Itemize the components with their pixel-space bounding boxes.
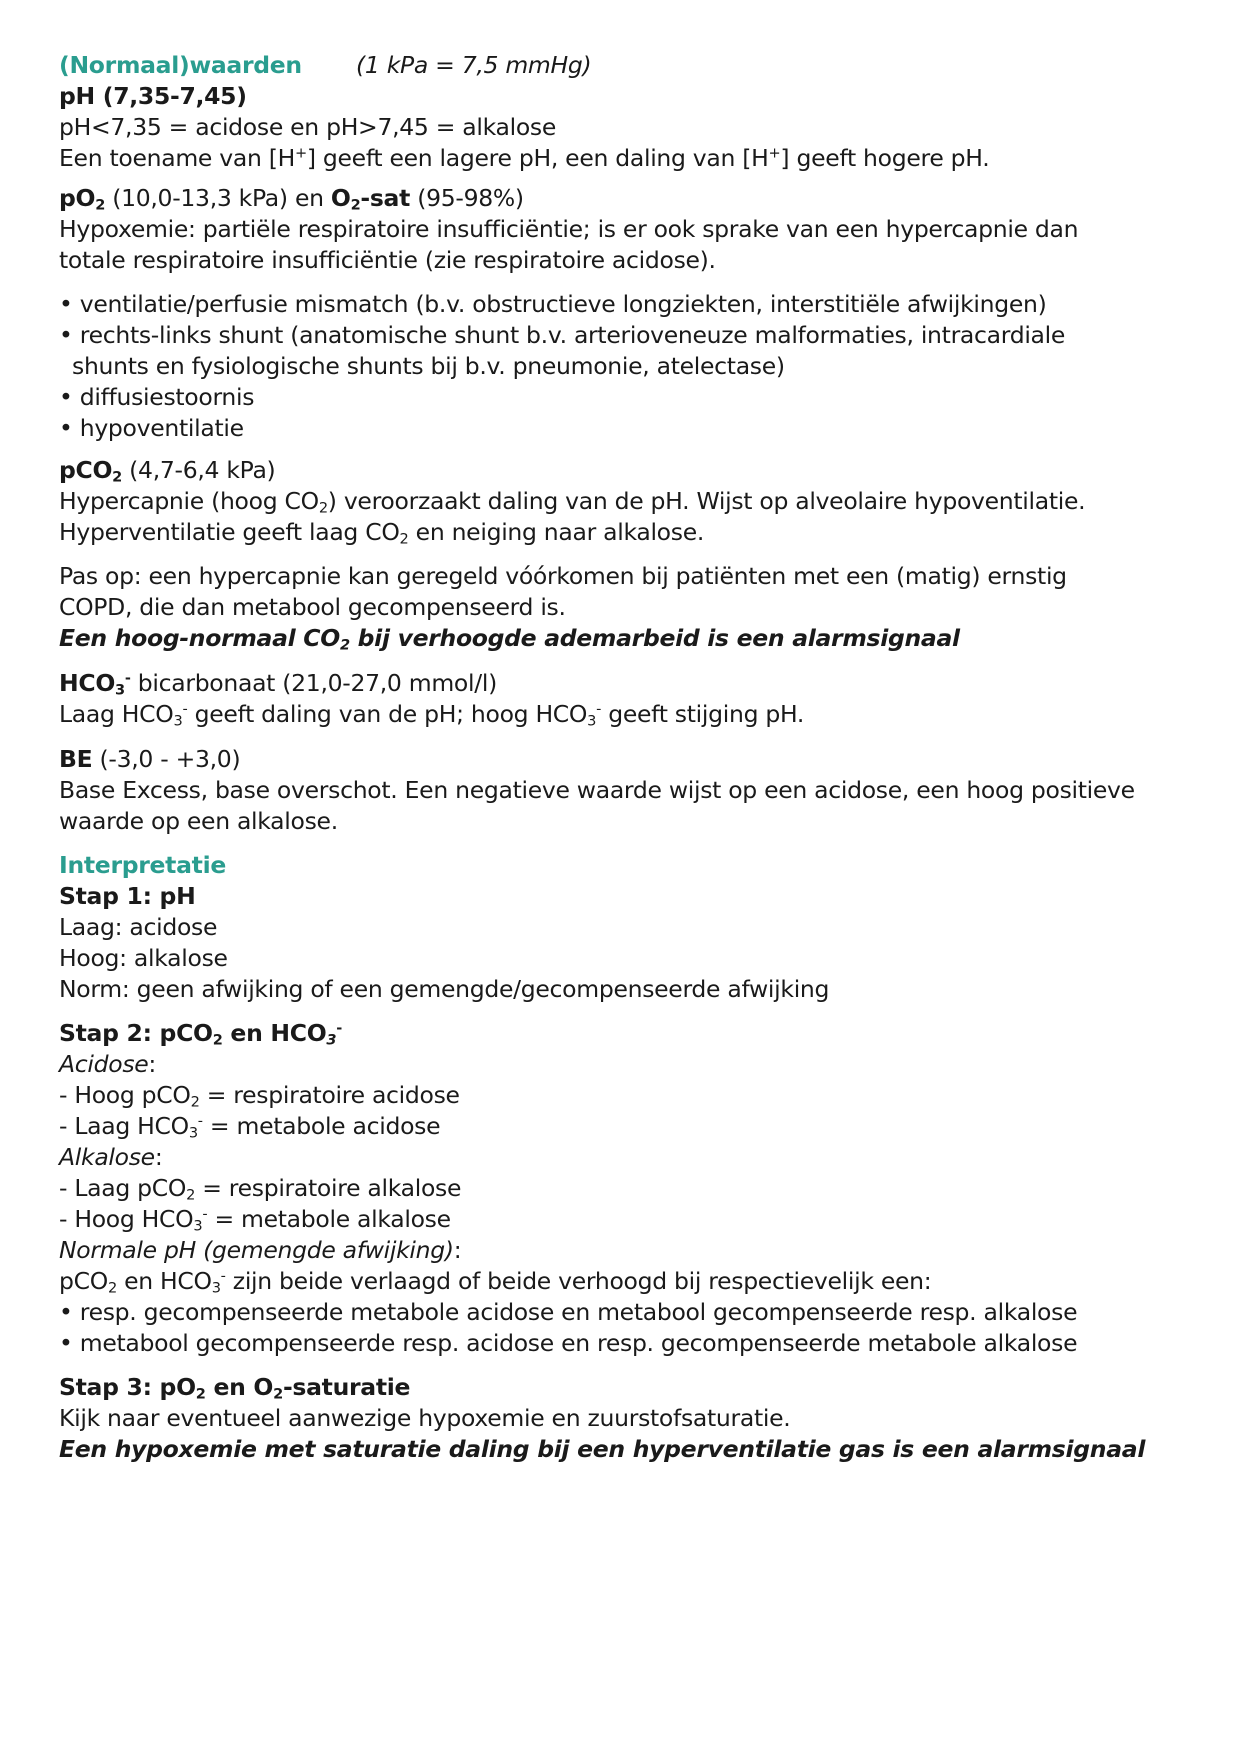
ph-line-1: pH<7,35 = acidose en pH>7,45 = alkalose	[59, 113, 557, 141]
be-line-1: Base Excess, base overschot. Een negatieve waarde wijst op een acidose, een hoog positieve	[59, 776, 1135, 804]
po2-title: $pO_2$ (10,0-13,3 kPa) en $O_2$-sat (95-98%)	[59, 184, 524, 214]
be-line-2: waarde op een alkalose.	[59, 807, 338, 835]
normaalwaarden-heading-line	[59, 50, 592, 80]
be-title: BE (-3,0 - +3,0)	[59, 745, 241, 773]
stap2-line: - Hoog pCO$_2$ = respiratoire acidose	[59, 1081, 460, 1111]
po2-line-1: Hypoxemie: partiële respiratoire insufficiëntie; is er ook sprake van een hypercapnie dan	[59, 215, 1079, 243]
list-item: • ventilatie/perfusie mismatch (b.v. obstructieve longziekten, interstitiële afwijkingen)	[59, 290, 1047, 318]
list-item-continuation: shunts en fysiologische shunts bij b.v. pneumonie, atelectase)	[72, 352, 785, 380]
pco2-line-3: Pas op: een hypercapnie kan geregeld vóórkomen bij patiënten met een (matig) ernstig	[59, 562, 1067, 590]
stap3-title: Stap 3: $pO_2$ en $O_2$-saturatie	[59, 1373, 411, 1403]
po2-line-2: totale respiratoire insufficiëntie (zie respiratoire acidose).	[59, 246, 716, 274]
pco2-title: pCO$_2$ (4,7-6,4 kPa)	[59, 456, 276, 486]
stap3-line-1: Kijk naar eventueel aanwezige hypoxemie en zuurstofsaturatie.	[59, 1404, 791, 1432]
stap2-title: Stap 2: pCO$_2$ en $HCO_3^-$	[59, 1019, 342, 1049]
stap1-line: Laag: acidose	[59, 913, 218, 941]
stap2-line: - Laag $HCO_3^-$ = metabole acidose	[59, 1112, 441, 1142]
stap2-alkalose-label: Alkalose:	[59, 1143, 163, 1171]
list-item: • resp. gecompenseerde metabole acidose en metabool gecompenseerde resp. alkalose	[59, 1298, 1078, 1326]
stap1-title: Stap 1: pH	[59, 882, 196, 910]
ph-title: pH (7,35-7,45)	[59, 82, 247, 110]
stap1-line: Norm: geen afwijking of een gemengde/gecompenseerde afwijking	[59, 975, 830, 1003]
stap1-line: Hoog: alkalose	[59, 944, 228, 972]
section-heading-interpretatie: Interpretatie	[59, 851, 227, 879]
pco2-alarm-line: Een hoog-normaal $CO_2$ bij verhoogde ademarbeid is een alarmsignaal	[59, 624, 960, 654]
list-item: • rechts-links shunt (anatomische shunt b.v. arterioveneuze malformaties, intracardiale	[59, 321, 1066, 349]
stap2-line: pCO$_2$ en $HCO_3^-$ zijn beide verlaagd of beide verhoogd bij respectievelijk een:	[59, 1267, 932, 1297]
conversion-note: (1 kPa = 7,5 mmHg)	[356, 51, 592, 79]
stap3-alarm-line: Een hypoxemie met saturatie daling bij een hyperventilatie gas is een alarmsignaal	[59, 1435, 1146, 1463]
hco3-line-1: Laag $HCO_3^-$ geeft daling van de pH; hoog $HCO_3^-$ geeft stijging pH.	[59, 700, 805, 730]
hco3-title: $HCO_3^-$ bicarbonaat (21,0-27,0 mmol/l)	[59, 669, 497, 699]
pco2-line-4: COPD, die dan metabool gecompenseerd is.	[59, 593, 566, 621]
stap2-normale-label: Normale pH (gemengde afwijking):	[59, 1236, 462, 1264]
list-item: • hypoventilatie	[59, 414, 244, 442]
stap2-acidose-label: Acidose:	[59, 1050, 157, 1078]
list-item: • metabool gecompenseerde resp. acidose en resp. gecompenseerde metabole alkalose	[59, 1329, 1078, 1357]
stap2-line: - Laag pCO$_2$ = respiratoire alkalose	[59, 1174, 462, 1204]
pco2-line-1: Hypercapnie (hoog $CO_2$) veroorzaakt daling van de pH. Wijst op alveolaire hypoventilatie.	[59, 487, 1086, 517]
section-heading-normaalwaarden: (Normaal)waarden	[59, 51, 302, 79]
pco2-line-2: Hyperventilatie geeft laag $CO_2$ en neiging naar alkalose.	[59, 518, 705, 548]
ph-line-2: Een toename van [H+] geeft een lagere pH, een daling van [H+] geeft hogere pH.	[59, 144, 990, 172]
list-item: • diffusiestoornis	[59, 383, 255, 411]
stap2-line: - Hoog $HCO_3^-$ = metabole alkalose	[59, 1205, 451, 1235]
